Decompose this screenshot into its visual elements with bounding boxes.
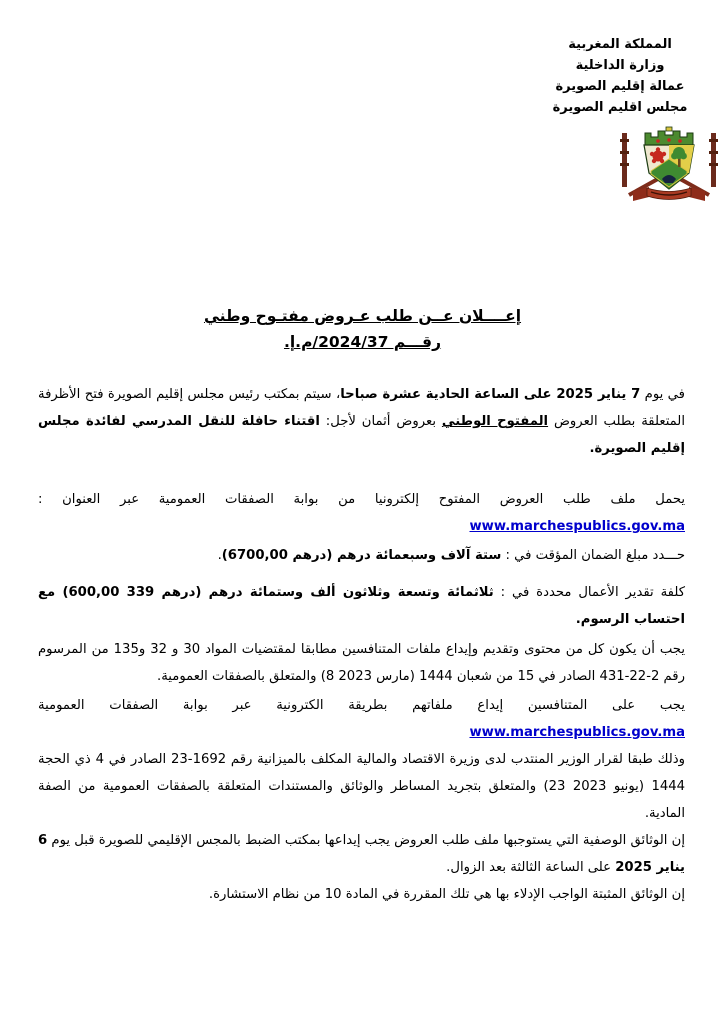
announcement-title	[0, 303, 725, 355]
opening-mid: ، سيتم بمكتب رئيس مجلس إقليم الصويرة فتح الأظرفة المتعلقة بطلب العروض	[38, 387, 685, 430]
title-line-2: رقـــم 2024/37/م.إ.	[283, 333, 442, 351]
descriptive-text2: على الساعة الثالثة بعد الزوال.	[446, 860, 616, 875]
paragraph-electronic-submission	[38, 692, 685, 827]
guarantee-pre: حـــدد مبلغ الضمان المؤقت في :	[501, 548, 685, 564]
letterhead-kingdom: المملكة المغربية	[568, 37, 672, 52]
paragraph-opening-session	[38, 381, 685, 462]
guarantee-amount-words: ستة آلاف وسبعمائة درهم	[332, 548, 502, 564]
coat-of-arms-icon	[613, 125, 725, 205]
estimate-pre: كلفة تقدير الأعمال محددة في :	[493, 585, 685, 601]
dossier-text: يحمل ملف طلب العروض المفتوح إلكترونيا من بوابة الصفقات العمومية عبر العنوان :	[38, 492, 685, 508]
submission-text2: وذلك طبقا لقرار الوزير المنتدب لدى وزيرة الاقتصاد والمالية المكلف بالميزانية رقم 1692-23 الصادر في 4 ذي الحجة 1444	[38, 751, 686, 794]
paragraph-decree-compliance	[38, 636, 685, 690]
paragraph-works-estimate	[38, 579, 685, 633]
logo-mural-crown	[645, 127, 693, 145]
arrete-date: (23 يونيو 2023)	[543, 778, 644, 794]
descriptive-deadline: 6 يناير 2025	[38, 832, 685, 875]
letterhead	[515, 34, 725, 118]
opening-pre: في يوم	[640, 387, 685, 402]
marchespublics-link-2[interactable]: www.marchespublics.gov.ma	[469, 724, 685, 740]
decree-date: (8 مارس 2023)	[320, 668, 415, 684]
descriptive-text1: إن الوثائق الوصفية التي يستوجبها ملف طلب العروض يجب إيداعها بمكتب الضبط بالمجس الإقليمي للصويرة قبل يوم	[47, 832, 685, 848]
estimate-post: مع احتساب الرسوم.	[38, 585, 685, 628]
estimate-amount-words: ثلاثمائة وتسعة وثلاثون ألف وستمائة درهم	[201, 585, 494, 601]
letterhead-province: عمالة إقليم الصويرة	[555, 79, 685, 94]
submission-text3: والمتعلق بتجريد المساطر والوثائق والمستندات المتعلقة بالصفقات العمومية من الصفة المادية.	[38, 778, 685, 821]
guarantee-amount-figure: (6700,00 درهم)	[221, 548, 333, 564]
opening-session-datetime: 7 يناير 2025 على الساعة الحادية عشرة صباحا	[340, 387, 641, 402]
announcement-body	[0, 381, 725, 908]
tender-object: اقتناء حافلة للنقل المدرسي لفائدة مجلس إقليم الصويرة.	[38, 414, 685, 457]
guarantee-post: .	[217, 548, 222, 564]
paragraph-provisional-guarantee	[38, 542, 685, 569]
decree-text2: والمتعلق بالصفقات العمومية.	[157, 668, 321, 684]
letterhead-ministry: وزارة الداخلية	[575, 58, 665, 73]
title-line-1: إعــــلان عــن طلب عـروض مفتـوح وطني	[203, 307, 522, 325]
submission-text1: يجب على المتنافسين إيداع ملفاتهم بطريقة الكترونية عبر بوابة الصفقات العمومية	[38, 697, 685, 713]
decree-text1: يجب أن يكون كل من محتوى وتقديم وإيداع ملفات المتنافسين مطابقا لمقتضيات المواد 30 و 32 و135 من المرسوم رقم 2-22-431 الصادر في 15 من شعبان 1444	[38, 641, 685, 684]
estimate-amount-figure: (600,00 339 درهم)	[62, 585, 202, 601]
proof-text: إن الوثائق المثبتة الواجب الإدلاء بها هي تلك المقررة في المادة 10 من نظام الاستشارة.	[208, 887, 685, 903]
paragraph-dossier-download	[38, 486, 685, 540]
opening-mid2: بعروض أثمان لأجل:	[319, 414, 442, 430]
paragraph-proof-documents	[38, 881, 685, 908]
letterhead-council: مجلس اقليم الصويرة	[552, 100, 688, 115]
tender-type: المفتوح الوطني	[441, 414, 549, 430]
marchespublics-link-1[interactable]: www.marchespublics.gov.ma	[469, 519, 685, 535]
paragraph-descriptive-documents	[38, 827, 685, 881]
